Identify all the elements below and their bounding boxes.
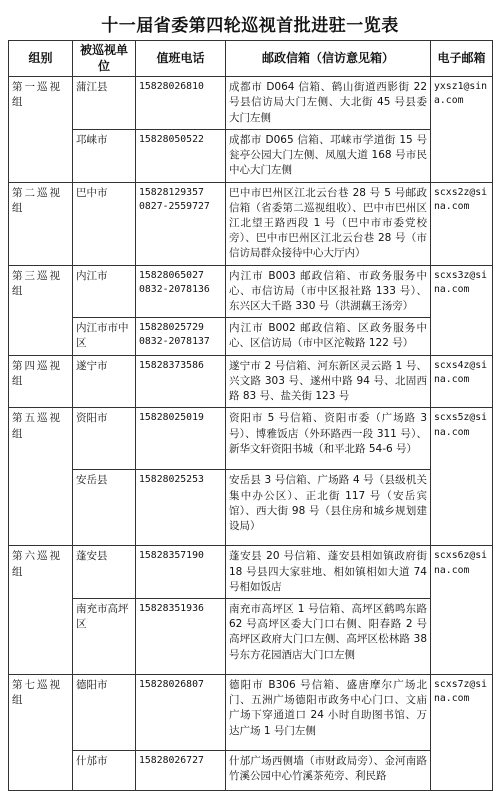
phone-number: 15828373586 — [139, 359, 204, 371]
unit-cell: 德阳市 — [73, 675, 136, 751]
unit-cell: 内江市 — [73, 265, 136, 318]
phone-cell — [136, 470, 226, 546]
phone-number: 15828025253 — [139, 474, 204, 486]
table-row — [9, 182, 493, 265]
phone-number: 15828025019 — [139, 412, 204, 424]
phone-number: 15828129357 — [139, 186, 204, 198]
phone-cell — [136, 182, 226, 265]
group-cell: 第二巡视组 — [9, 182, 73, 265]
table-row — [9, 355, 493, 408]
phone-cell — [136, 265, 226, 318]
phone-cell — [136, 675, 226, 751]
address-cell: 内江市 B002 邮政信箱、区政务服务中心、区信访局（市中区沱鞍路 122 号） — [226, 318, 431, 355]
phone-number: 15828351936 — [139, 603, 204, 614]
table-body — [9, 77, 493, 791]
header-address: 邮政信箱（信访意见箱） — [226, 41, 431, 77]
unit-cell: 资阳市 — [73, 408, 136, 470]
address-cell: 什邡广场西侧墙（市财政局旁）、金河南路竹溪公园中心竹溪茶苑旁、利民路 — [226, 751, 431, 791]
table-row — [9, 470, 493, 546]
group-cell: 第四巡视组 — [9, 355, 73, 408]
address-cell: 资阳市 5 号信箱、资阳市委（广场路 3 号）、博雅饭店（外环路西一段 311 号）、新华文轩资阳书城（和平北路 54-6 号） — [226, 408, 431, 470]
group-cell: 第六巡视组 — [9, 546, 73, 675]
table-row — [9, 129, 493, 182]
phone-cell — [136, 546, 226, 599]
phone-cell — [136, 355, 226, 408]
phone-cell — [136, 751, 226, 791]
unit-cell: 遂宁市 — [73, 355, 136, 408]
phone-number: 15828026727 — [139, 755, 204, 766]
address-cell: 德阳市 B306 号信箱、盛唐摩尔广场北门、五洲广场德阳市政务中心门口、文庙广场下穿通道口 24 小时自助图书馆、万达广场 1 号门左侧 — [226, 675, 431, 751]
email-cell: yxsz1@sina.com — [431, 77, 493, 182]
table-row — [9, 265, 493, 318]
unit-cell: 邛崃市 — [73, 129, 136, 182]
phone-number: 15828026810 — [139, 81, 204, 93]
table-row — [9, 77, 493, 130]
table-row — [9, 318, 493, 355]
address-cell: 巴中市巴州区江北云台巷 28 号 5 号邮政信箱（省委第二巡视组收）、巴中市巴州区江北望王路西段 1 号（巴中市市委党校旁）、巴中市巴州区江北云台巷 28 号（市信访局群众接待中心大厅内） — [226, 182, 431, 265]
phone-number: 15828065027 — [139, 269, 204, 281]
table-row — [9, 751, 493, 791]
phone-number: 15828357190 — [139, 550, 204, 562]
email-cell: scxs3z@sina.com — [431, 265, 493, 355]
phone-number: 0832-2078137 — [139, 336, 210, 348]
phone-number: 0832-2078136 — [139, 283, 210, 295]
header-phone: 值班电话 — [136, 41, 226, 77]
header-email: 电子邮箱 — [431, 41, 493, 77]
phone-cell — [136, 77, 226, 130]
address-cell: 蓬安县 20 号信箱、蓬安县相如镇政府街 18 号县四大家驻地、相如镇相如大道 74 号相如饭店 — [226, 546, 431, 599]
table-header-row — [9, 41, 493, 77]
phone-cell — [136, 408, 226, 470]
unit-cell: 巴中市 — [73, 182, 136, 265]
table-row — [9, 599, 493, 675]
email-cell: scxs2z@sina.com — [431, 182, 493, 265]
table-row — [9, 675, 493, 751]
address-cell: 成都市 D065 信箱、邛崃市学道街 15 号瓮亭公园大门左侧、凤凰大道 168 号市民中心大门左侧 — [226, 129, 431, 182]
group-cell: 第七巡视组 — [9, 675, 73, 791]
address-cell: 遂宁市 2 号信箱、河东新区灵云路 1 号、兴文路 303 号、遂州中路 94 号、北固西路 83 号、盐关街 123 号 — [226, 355, 431, 408]
address-cell: 内江市 B003 邮政信箱、市政务服务中心、市信访局（市中区报社路 133 号）、东兴区大千路 330 号（洪湖藕王汤旁） — [226, 265, 431, 318]
email-cell: scxs6z@sina.com — [431, 546, 493, 675]
header-unit: 被巡视单位 — [73, 41, 136, 77]
unit-cell: 蒲江县 — [73, 77, 136, 130]
email-cell: scxs4z@sina.com — [431, 355, 493, 408]
header-group: 组别 — [9, 41, 73, 77]
unit-cell: 安岳县 — [73, 470, 136, 546]
unit-cell: 内江市市中区 — [73, 318, 136, 355]
page-title: 十一届省委第四轮巡视首批进驻一览表 — [101, 15, 399, 36]
inspection-table — [8, 40, 493, 791]
phone-cell — [136, 599, 226, 675]
unit-cell: 南充市高坪区 — [73, 599, 136, 675]
phone-number: 15828050522 — [139, 133, 204, 145]
phone-number: 15828025729 — [139, 322, 204, 334]
phone-number: 15828026807 — [139, 679, 204, 690]
group-cell: 第三巡视组 — [9, 265, 73, 355]
phone-cell — [136, 318, 226, 355]
group-cell: 第五巡视组 — [9, 408, 73, 546]
group-cell: 第一巡视组 — [9, 77, 73, 182]
table-row — [9, 408, 493, 470]
phone-number: 0827-2559727 — [139, 200, 210, 212]
address-cell: 安岳县 3 号信箱、广场路 4 号（县级机关集中办公区）、正北街 117 号（安岳宾馆）、西大街 98 号（县住房和城乡规划建设局） — [226, 470, 431, 546]
address-cell: 南充市高坪区 1 号信箱、高坪区鹤鸣东路 62 号高坪区委大门口右侧、阳春路 2 号高坪区政府大门口左侧、高坪区松林路 38 号东方花园酒店大门口左侧 — [226, 599, 431, 675]
phone-cell — [136, 129, 226, 182]
unit-cell: 蓬安县 — [73, 546, 136, 599]
email-cell: scxs7z@sina.com — [431, 675, 493, 791]
email-cell: scxs5z@sina.com — [431, 408, 493, 546]
table-row — [9, 546, 493, 599]
address-cell: 成都市 D064 信箱、鹤山街道西影街 22 号县信访局大门左侧、大北街 45 号县委大门左侧 — [226, 77, 431, 130]
unit-cell: 什邡市 — [73, 751, 136, 791]
